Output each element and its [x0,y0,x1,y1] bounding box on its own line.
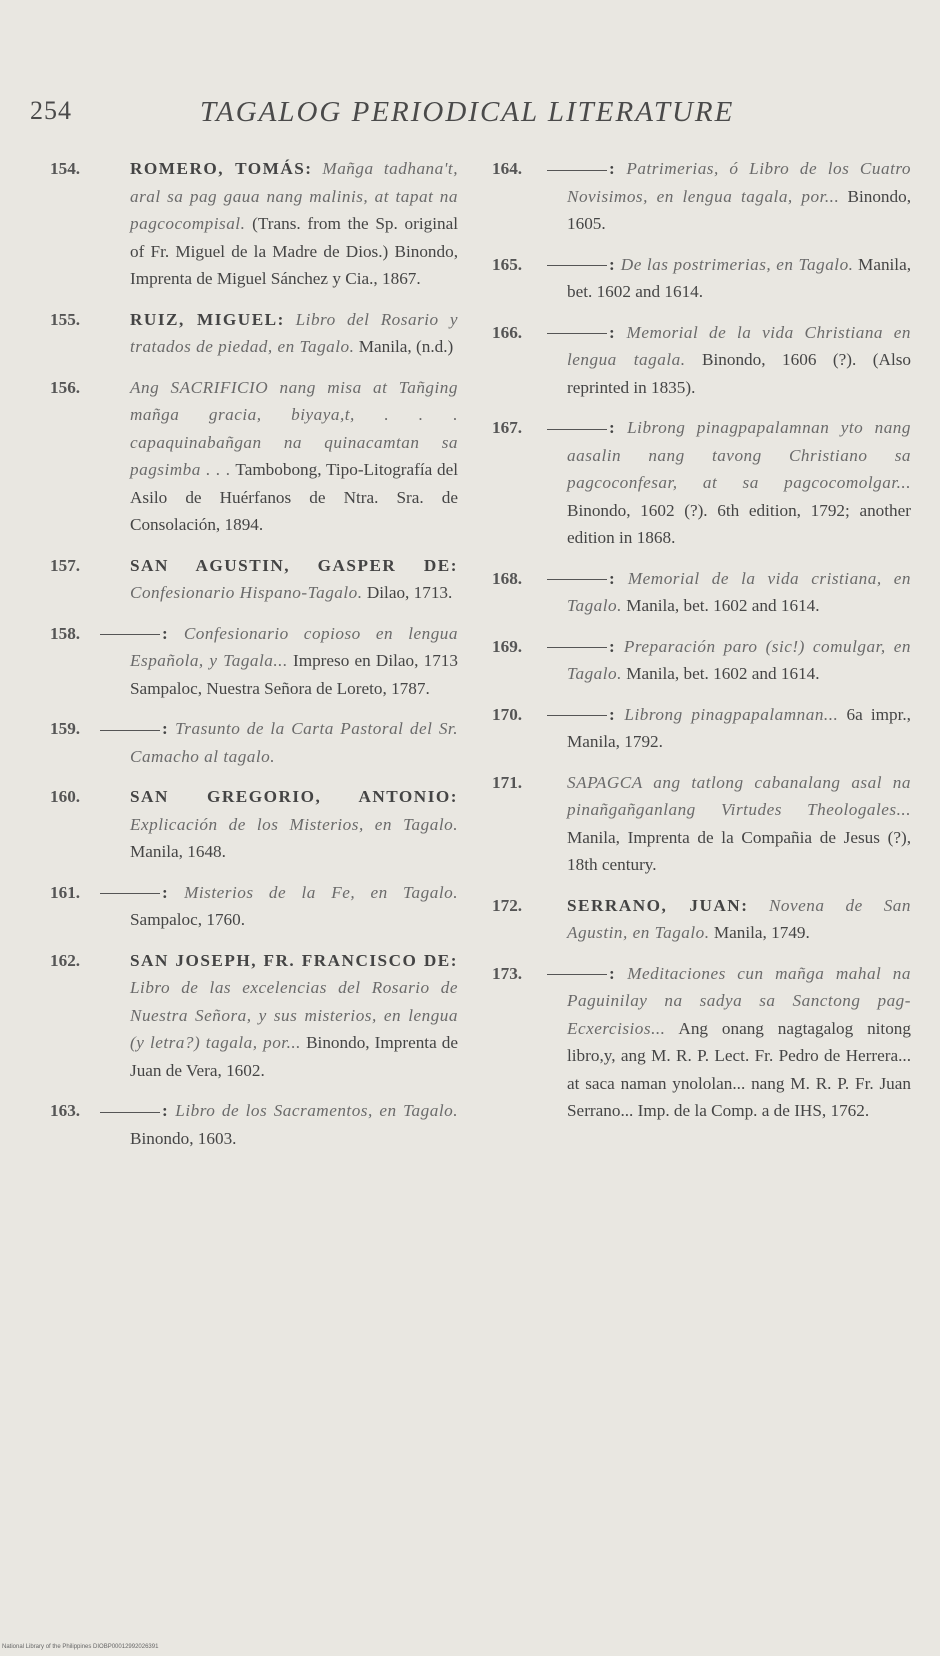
left-column [40,155,458,1165]
entry-publication: Impreso en Dilao, 1713 Sampaloc, Nuestra Señora de Loreto, 1787. [130,651,458,698]
ditto-dash [100,634,160,635]
bibliography-entry [40,306,458,361]
entry-number: 161. [50,882,81,902]
right-column [487,155,911,1138]
entry-publication: Binondo, 1602 (?). 6th edition, 1792; another edition in 1868. [567,500,911,547]
entry-publication: Binondo, 1603. [130,1128,237,1148]
bibliography-entry [40,947,458,1085]
ditto-dash [547,579,607,580]
entry-publication: Manila, 1749. [713,923,810,942]
entry-title: Librong pinagpapalamnan yto nang aasalin nang tavong Christiano sa pagcoconfesar, at sa pagcocomolgar... [567,418,911,492]
entry-author: SAN GREGORIO, ANTONIO: [130,787,458,806]
entry-title: De las postrimerias, en Tagalo. [620,254,854,274]
entry-publication: Manila, (n.d.) [358,337,454,356]
entry-publication: Manila, bet. 1602 and 1614. [626,596,820,615]
entry-publication: Manila, bet. 1602 and 1614. [626,664,820,683]
entry-title: Explicación de los Misterios, en Tagalo. [130,814,458,834]
entry-author: SERRANO, JUAN: [567,895,749,915]
entry-title: Libro del Rosario y tratados de piedad, en Tagalo. [130,309,458,356]
bibliography-entry [487,565,911,620]
ditto-dash [547,974,607,975]
entry-author: : [609,636,617,656]
entry-author: SAN AGUSTIN, GASPER DE: [130,555,458,575]
bibliography-entry [40,620,458,703]
entry-title: Memorial de la vida Christiana en lengua tagala. [567,322,912,369]
entry-number: 167. [492,418,523,437]
bibliography-entry [40,374,458,539]
entry-publication: Ang onang nagtagalog nitong libro,y, ang M. R. P. Lect. Fr. Pedro de Herrera... at saca naman ynololan... nang M. R. P. Fr. Juan Serrano... Imp. de la Comp. a de IHS, 1762. [567,1018,911,1120]
entry-title: Trasunto de la Carta Pastoral del Sr. Camacho al tagalo. [130,719,458,766]
running-title: TAGALOG PERIODICAL LITERATURE [200,96,735,128]
bibliography-entry [40,1097,458,1152]
entry-title: Misterios de la Fe, en Tagalo. [184,882,458,902]
bibliography-entry [40,783,458,866]
entry-author: SAN JOSEPH, FR. FRANCISCO DE: [130,950,458,970]
ditto-dash [100,1112,160,1113]
ditto-dash [547,647,607,648]
page-header [30,96,910,140]
entry-author: : [609,418,617,437]
bibliography-entry [487,319,911,402]
entry-author: : [609,322,617,342]
entry-number: 164. [492,159,523,178]
bibliography-entry [40,879,458,934]
entry-author: : [162,623,170,643]
entry-title: Confesionario copioso en lengua Española, y Tagala... [130,623,458,670]
ditto-dash [100,893,160,894]
ditto-dash [547,429,607,430]
bibliography-entry [487,414,911,552]
entry-number: 172. [492,895,523,915]
entry-title: Libro de las excelencias del Rosario de Nuestra Señora, y sus misterios, en lengua (y letra?) tagala, por... [130,978,458,1052]
entry-number: 171. [492,772,523,792]
bibliography-entry [487,251,911,306]
entry-author: : [162,1101,170,1120]
entry-author: : [609,254,617,274]
entry-author: : [162,882,170,902]
entry-publication: Manila, 1648. [130,842,226,861]
entry-author: : [609,704,617,724]
ditto-dash [547,265,607,266]
entry-author: : [162,719,170,738]
bibliography-entry [487,892,911,947]
entry-author: : [609,568,617,588]
bibliography-entry [487,633,911,688]
entry-title: Librong pinagpapalamnan... [624,704,839,724]
entry-number: 158. [50,623,81,643]
bibliography-entry [487,960,911,1125]
entry-author: : [609,963,617,983]
footer-watermark: National Library of the Philippines DIOBP00012992026391 [2,1644,159,1650]
entry-title: Novena de San Agustin, en Tagalo. [567,895,911,942]
bibliography-entry [487,769,911,879]
entry-author: ROMERO, TOMÁS: [130,159,313,178]
bibliography-entry [487,701,911,756]
bibliography-entry [40,552,458,607]
entry-author: : [609,159,617,178]
ditto-dash [547,333,607,334]
entry-title: Mañga tadhana't, aral sa pag gaua nang malinis, at tapat na pagcocompisal. [130,159,458,233]
entry-title: Patrimerias, ó Libro de los Cuatro Novisimos, en lengua tagala, por... [567,159,911,206]
bibliography-entry [487,155,911,238]
entry-number: 163. [50,1101,81,1120]
entry-number: 173. [492,963,523,983]
entry-publication: Sampaloc, 1760. [130,910,246,929]
entry-title: Meditaciones cun mañga mahal na Paguinilay na sadya sa Sanctong pag-Ecxercisios... [567,963,911,1038]
entry-title: Confesionario Hispano-Tagalo. [130,583,363,602]
entry-number: 157. [50,555,81,575]
entry-number: 165. [492,254,523,274]
bibliography-entry [40,155,458,293]
entry-title: SAPAGCA ang tatlong cabanalang asal na pinañgañganlang Virtudes Theologales... [567,772,911,819]
entry-number: 168. [492,568,523,588]
entry-title: Preparación paro (sic!) comulgar, en Tagalo. [567,636,912,683]
entry-number: 169. [492,636,523,656]
entry-publication: Dilao, 1713. [366,583,453,602]
entry-number: 159. [50,719,81,738]
entry-number: 170. [492,704,523,724]
entry-publication: Manila, bet. 1602 and 1614. [567,254,912,301]
entry-title: Memorial de la vida cristiana, en Tagalo. [567,568,911,615]
entry-number: 155. [50,309,81,329]
entry-publication: Binondo, 1606 (?). (Also reprinted in 1835). [567,350,911,397]
entry-number: 156. [50,377,81,397]
entry-title: Libro de los Sacramentos, en Tagalo. [175,1101,458,1120]
entry-publication: (Trans. from the Sp. original of Fr. Miguel de la Madre de Dios.) Binondo, Imprenta de Miguel Sánchez y Cia., 1867. [130,214,458,288]
page-number: 254 [30,96,72,125]
entry-publication: 6a impr., Manila, 1792. [567,704,911,751]
ditto-dash [547,715,607,716]
entry-author: RUIZ, MIGUEL: [130,309,285,329]
ditto-dash [100,730,160,731]
ditto-dash [547,170,607,171]
entry-number: 162. [50,950,81,970]
entry-publication: Manila, Imprenta de la Compañia de Jesus (?), 18th century. [567,827,911,874]
entry-number: 154. [50,159,81,178]
entry-publication: Binondo, 1605. [567,186,911,233]
entry-number: 160. [50,787,81,806]
entry-publication: Tambobong, Tipo-Litografía del Asilo de Huérfanos de Ntra. Sra. de Consolación, 1894. [130,460,458,534]
bibliography-entry [40,715,458,770]
entry-publication: Binondo, Imprenta de Juan de Vera, 1602. [130,1033,459,1080]
entry-number: 166. [492,322,523,342]
entry-title: Ang SACRIFICIO nang misa at Tañging mañga gracia, biyaya,t, . . . capaquinabañgan na quinacamtan sa pagsimba . . . [130,377,458,479]
